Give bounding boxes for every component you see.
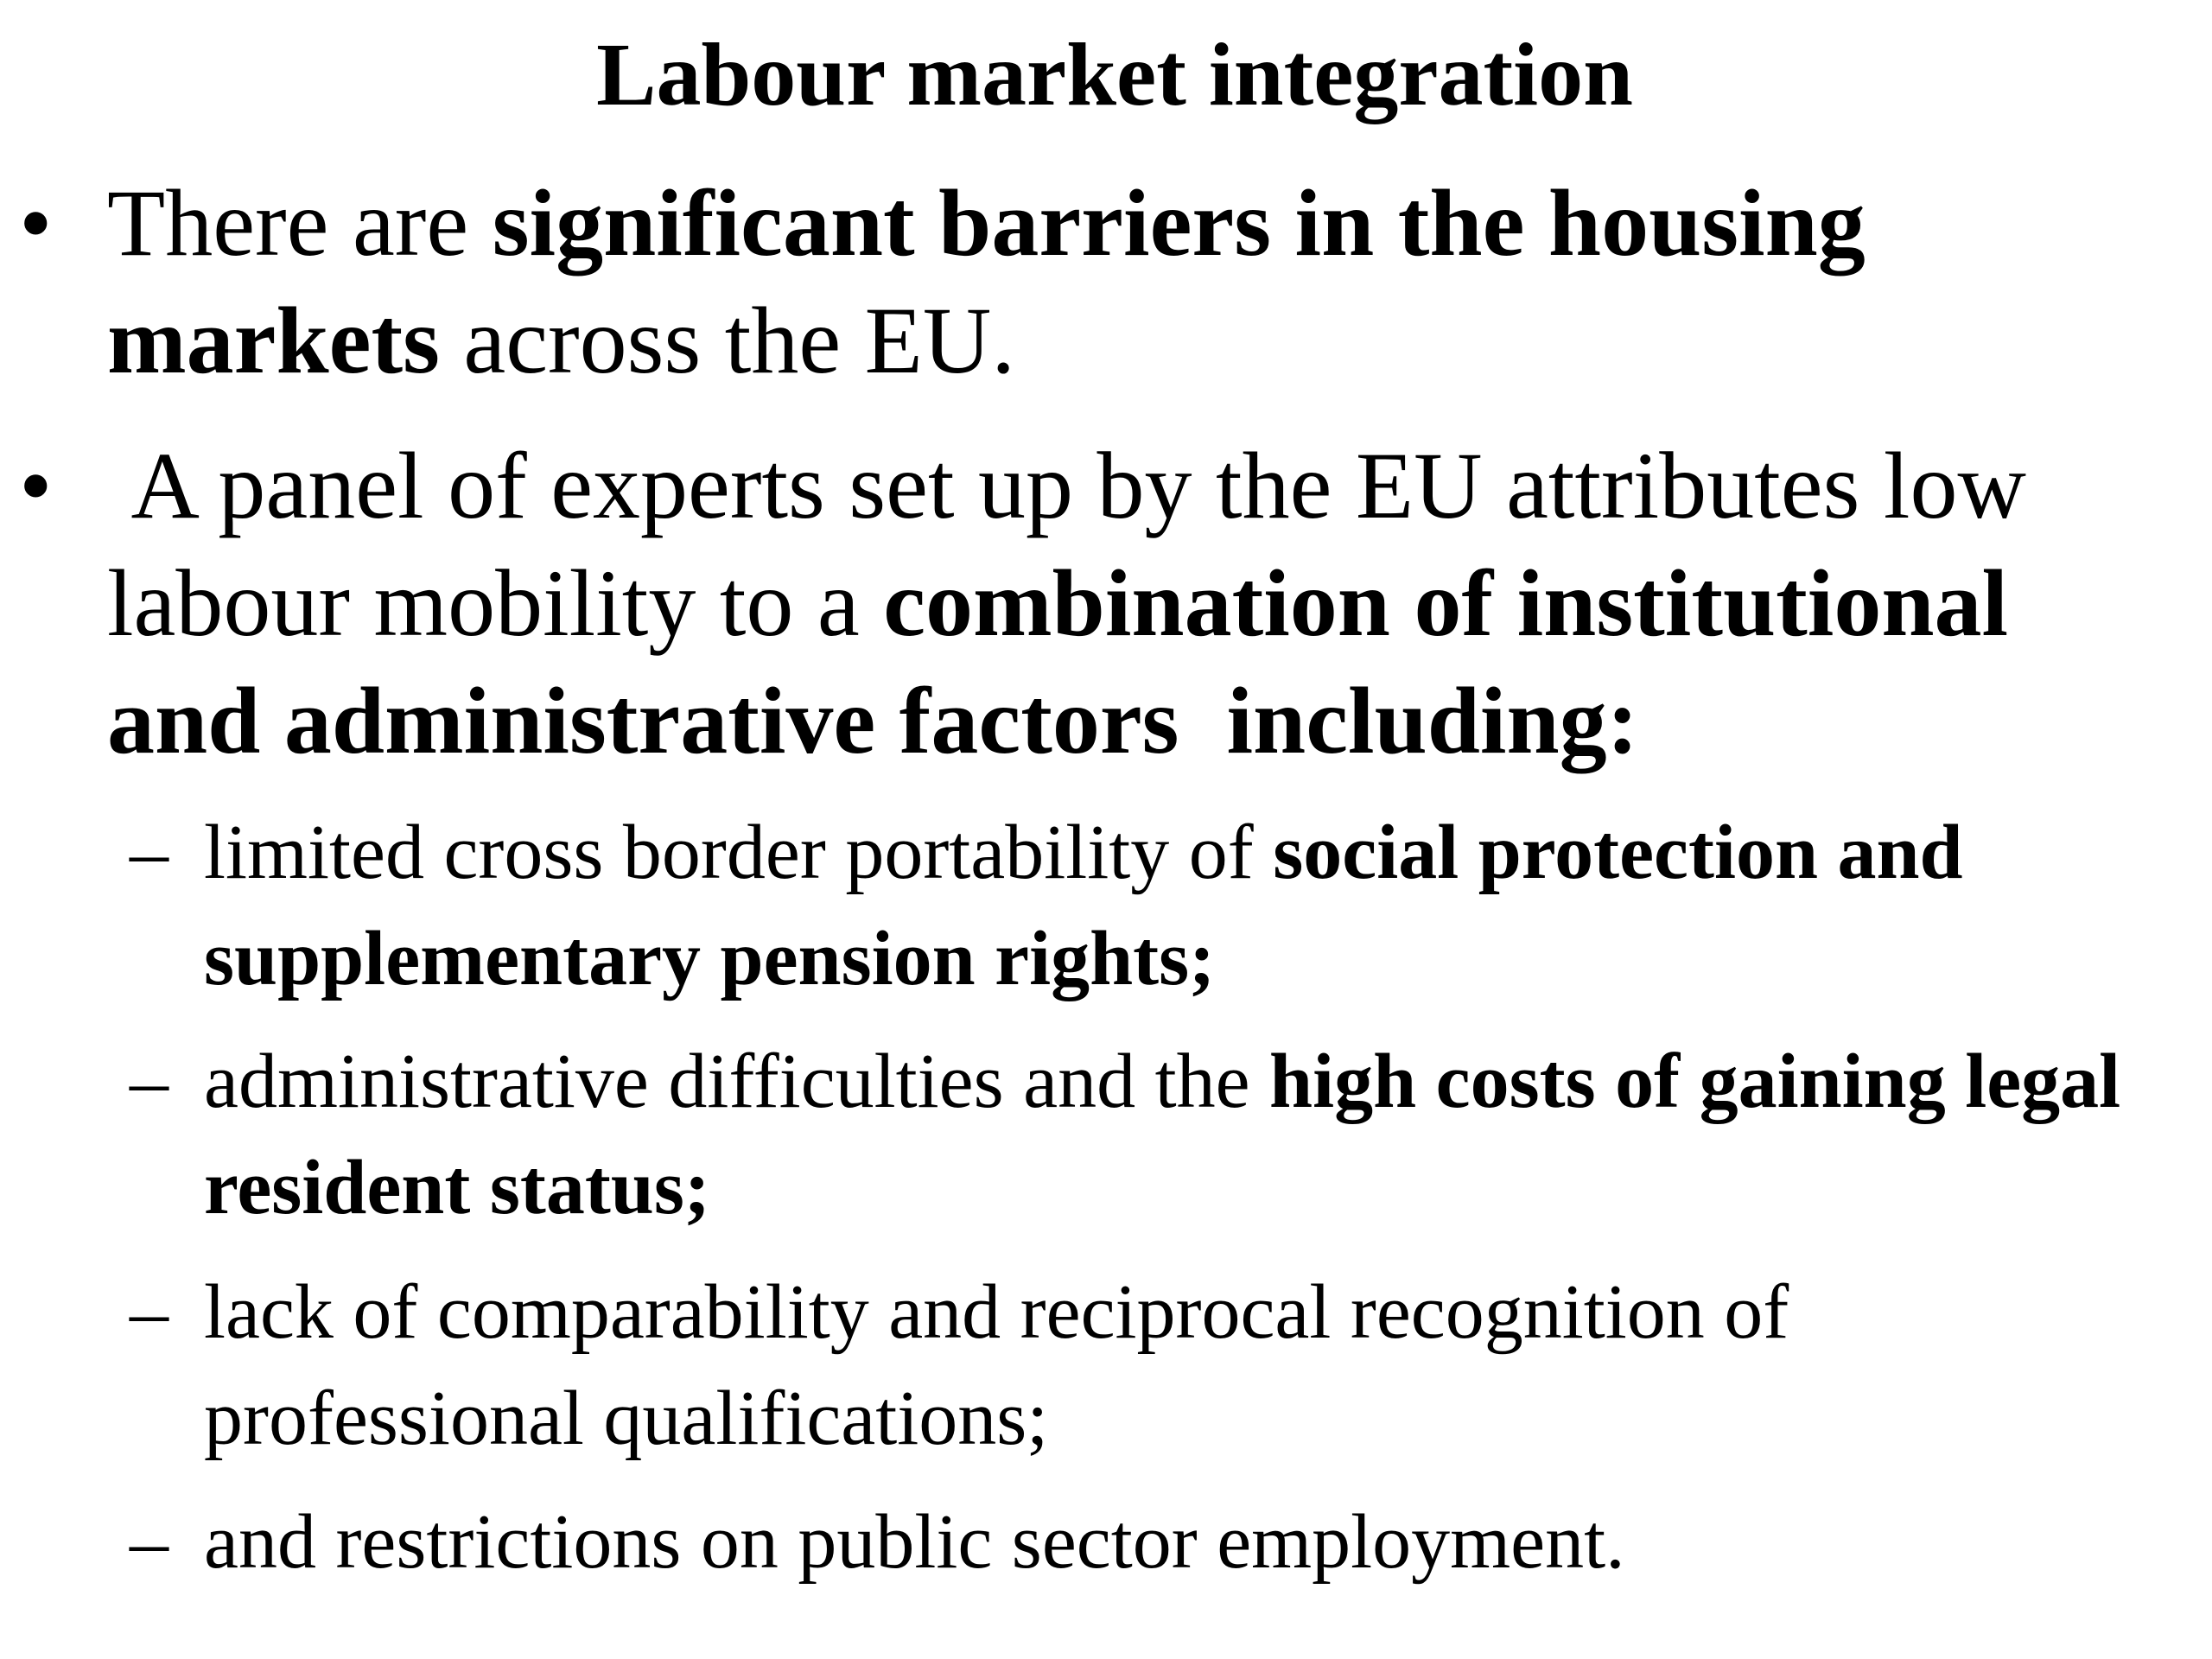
slide-title: Labour market integration	[596, 25, 1633, 124]
sub-text-part: and restrictions on public sector employment.	[204, 1499, 1625, 1585]
sub-text-part: administrative difficulties and the	[204, 1039, 1270, 1124]
sub-item-text	[204, 799, 2165, 1012]
sub-item-text	[204, 1489, 2165, 1595]
bullet-text	[107, 164, 2164, 399]
dash-marker: –	[130, 1269, 168, 1355]
sub-text-part: limited cross border portability of	[204, 810, 1274, 895]
sub-text-emphasis: high costs of gaining legal resident status;	[204, 1039, 2121, 1230]
bullet-marker: •	[19, 433, 53, 538]
bullet-text-emphasis: significant barriers in the housing markets	[107, 170, 1866, 393]
bullet-marker: •	[19, 170, 53, 276]
dash-marker: –	[130, 810, 168, 895]
sub-text-emphasis: social protection and supplementary pension rights;	[204, 810, 1963, 1001]
sub-text-part: lack of comparability and reciprocal recognition of professional qualifications;	[204, 1269, 1789, 1461]
dash-marker: –	[130, 1039, 168, 1124]
bullet-text-part: A panel of experts set up by the EU attributes low labour mobility to a	[107, 433, 2050, 656]
sub-item-text	[204, 1259, 2165, 1471]
sub-item-text	[204, 1028, 2165, 1241]
dash-marker: –	[130, 1499, 168, 1585]
bullet-text	[107, 427, 2164, 779]
bullet-text-emphasis: combination of institutional and administrative factors including:	[107, 550, 2032, 773]
bullet-text-part: There are	[107, 170, 493, 276]
bullet-text-part: across the EU.	[439, 288, 1015, 393]
